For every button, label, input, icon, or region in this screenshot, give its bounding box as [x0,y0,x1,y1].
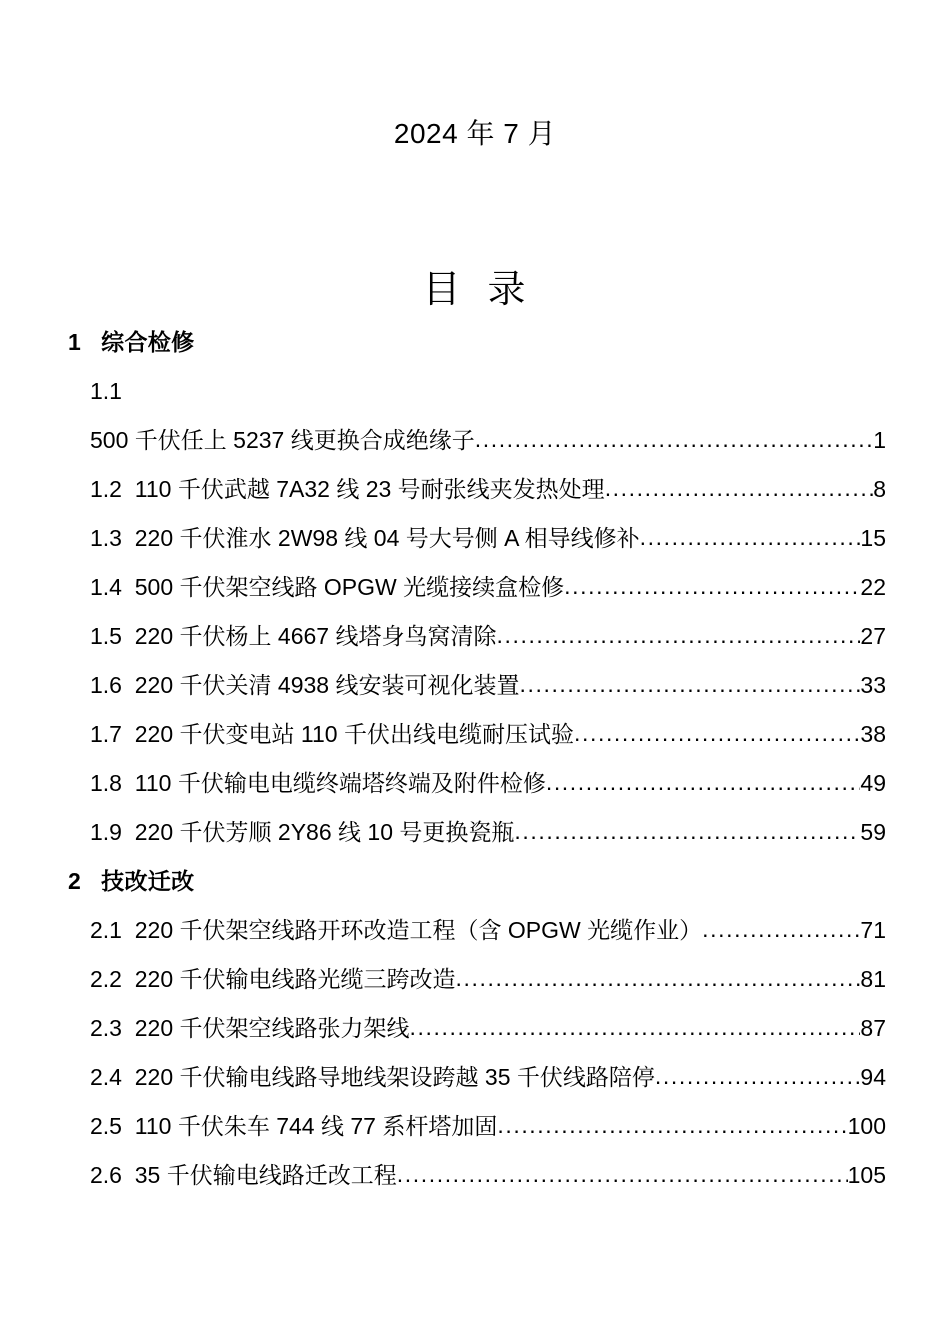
dot-leader [514,808,860,856]
dot-leader [574,710,860,758]
toc-entry-number: 1.3 [90,525,122,551]
toc-entry-title: 110 千伏武越 7A32 线 23 号耐张线夹发热处理 [134,476,605,502]
toc-entry[interactable] [0,1151,950,1200]
toc-entry-page-number: 49 [860,770,886,796]
toc-entry-number-gap [122,612,135,661]
toc-entry-title: 500 千伏架空线路 OPGW 光缆接续盒检修 [134,574,565,600]
toc-entry-number-gap [122,1102,135,1151]
toc-entry[interactable] [0,1004,950,1053]
toc-entry-page-number: 15 [860,525,886,551]
dot-leader [640,514,861,562]
toc-entry-title: 220 千伏输电线路光缆三跨改造 [134,966,456,992]
toc-entry-page-number: 87 [860,1015,886,1041]
toc-entry-number: 1.9 [90,819,122,845]
toc-entry-title: 500 千伏任上 5237 线更换合成绝缘子 [90,427,475,453]
section-number: 2 [68,868,82,894]
toc-entry-number: 1.7 [90,721,122,747]
toc-entry-title: 220 千伏变电站 110 千伏出线电缆耐压试验 [134,721,574,747]
toc-entry[interactable] [0,661,950,710]
dot-leader [564,563,860,611]
section-number-gap [81,329,101,355]
toc-entry-title: 220 千伏架空线路张力架线 [134,1015,410,1041]
toc-entry-number-gap [122,808,135,857]
toc-entry-title: 220 千伏关清 4938 线安装可视化装置 [134,672,520,698]
toc-entry[interactable] [0,808,950,857]
toc-entry-number-gap [122,759,135,808]
dot-leader [546,759,861,807]
toc-entry[interactable] [0,759,950,808]
toc-entry-page-number: 94 [860,1064,886,1090]
toc-entry[interactable] [0,612,950,661]
toc-entry[interactable] [0,710,950,759]
section-label: 技改迁改 [101,868,195,894]
toc-entry-number-gap [122,955,135,1004]
toc-entry-number: 2.2 [90,966,122,992]
toc-entry-page-number: 81 [860,966,886,992]
toc-entry-page-number: 33 [860,672,886,698]
section-heading [0,318,950,367]
toc-entry-page-number: 100 [847,1113,886,1139]
toc-entry-number: 1.8 [90,770,122,796]
toc-entry-number: 1.4 [90,574,122,600]
toc-entry[interactable] [0,1102,950,1151]
toc-entry-title: 220 千伏淮水 2W98 线 04 号大号侧 A 相导线修补 [134,525,640,551]
toc-entry-number: 1.5 [90,623,122,649]
toc-entry-title: 220 千伏输电线路导地线架设跨越 35 千伏线路陪停 [134,1064,655,1090]
toc-entry-number-gap [122,661,135,710]
document-date: 2024 年 7 月 [393,118,557,149]
toc-entry-title: 220 千伏杨上 4667 线塔身鸟窝清除 [134,623,497,649]
section-label: 综合检修 [101,329,195,355]
toc-entry[interactable] [0,563,950,612]
toc-entry-number-gap [122,465,135,514]
toc-entry-number-gap [122,906,135,955]
section-number-gap [81,868,101,894]
toc-entry-number-gap [122,1053,135,1102]
toc-entry-number: 2.6 [90,1162,122,1188]
toc-entry-number-gap [122,563,135,612]
toc-entry-number: 1.1 [90,378,122,404]
toc-entry-number-gap [122,710,135,759]
toc-entry[interactable] [0,906,950,955]
dot-leader [456,955,861,1003]
toc-entry-page-number: 27 [860,623,886,649]
toc-entry-page-number: 105 [847,1162,886,1188]
toc-entry[interactable] [0,465,950,514]
toc-entry-title: 110 千伏输电电缆终端塔终端及附件检修 [134,770,546,796]
toc-entry-title: 220 千伏芳顺 2Y86 线 10 号更换瓷瓶 [134,819,515,845]
dot-leader [410,1004,861,1052]
toc-entry-page-number: 22 [860,574,886,600]
toc-entry-page-number: 38 [860,721,886,747]
toc-entry-number-line[interactable] [0,367,950,416]
toc-entry-page-number: 1 [873,427,886,453]
toc-entry-page-number: 8 [873,476,886,502]
toc-entry[interactable] [0,1053,950,1102]
toc-entry[interactable] [0,416,950,465]
toc-entry-number-gap [122,1004,135,1053]
dot-leader [605,465,874,513]
toc-entry-page-number: 71 [860,917,886,943]
toc-entry-number-gap [122,1151,135,1200]
toc-entry[interactable] [0,514,950,563]
dot-leader [397,1151,848,1199]
table-of-contents [0,318,950,1200]
section-number: 1 [68,329,82,355]
toc-entry-number: 2.1 [90,917,122,943]
toc-entry-number: 1.6 [90,672,122,698]
toc-entry-title: 220 千伏架空线路开环改造工程（含 OPGW 光缆作业） [134,917,703,943]
dot-leader [497,1102,847,1150]
dot-leader [519,661,860,709]
page-title: 目 录 [422,269,528,311]
toc-entry-number: 1.2 [90,476,122,502]
dot-leader [496,612,860,660]
toc-entry-number-gap [122,514,135,563]
toc-entry-title: 110 千伏朱车 744 线 77 系杆塔加固 [134,1113,498,1139]
toc-entry-page-number: 59 [860,819,886,845]
toc-entry-title: 35 千伏输电线路迁改工程 [134,1162,397,1188]
dot-leader [475,416,873,464]
toc-entry[interactable] [0,955,950,1004]
dot-leader [702,906,860,954]
section-heading [0,857,950,906]
toc-entry-number: 2.5 [90,1113,122,1139]
dot-leader [655,1053,861,1101]
toc-entry-number: 2.4 [90,1064,122,1090]
toc-entry-number: 2.3 [90,1015,122,1041]
